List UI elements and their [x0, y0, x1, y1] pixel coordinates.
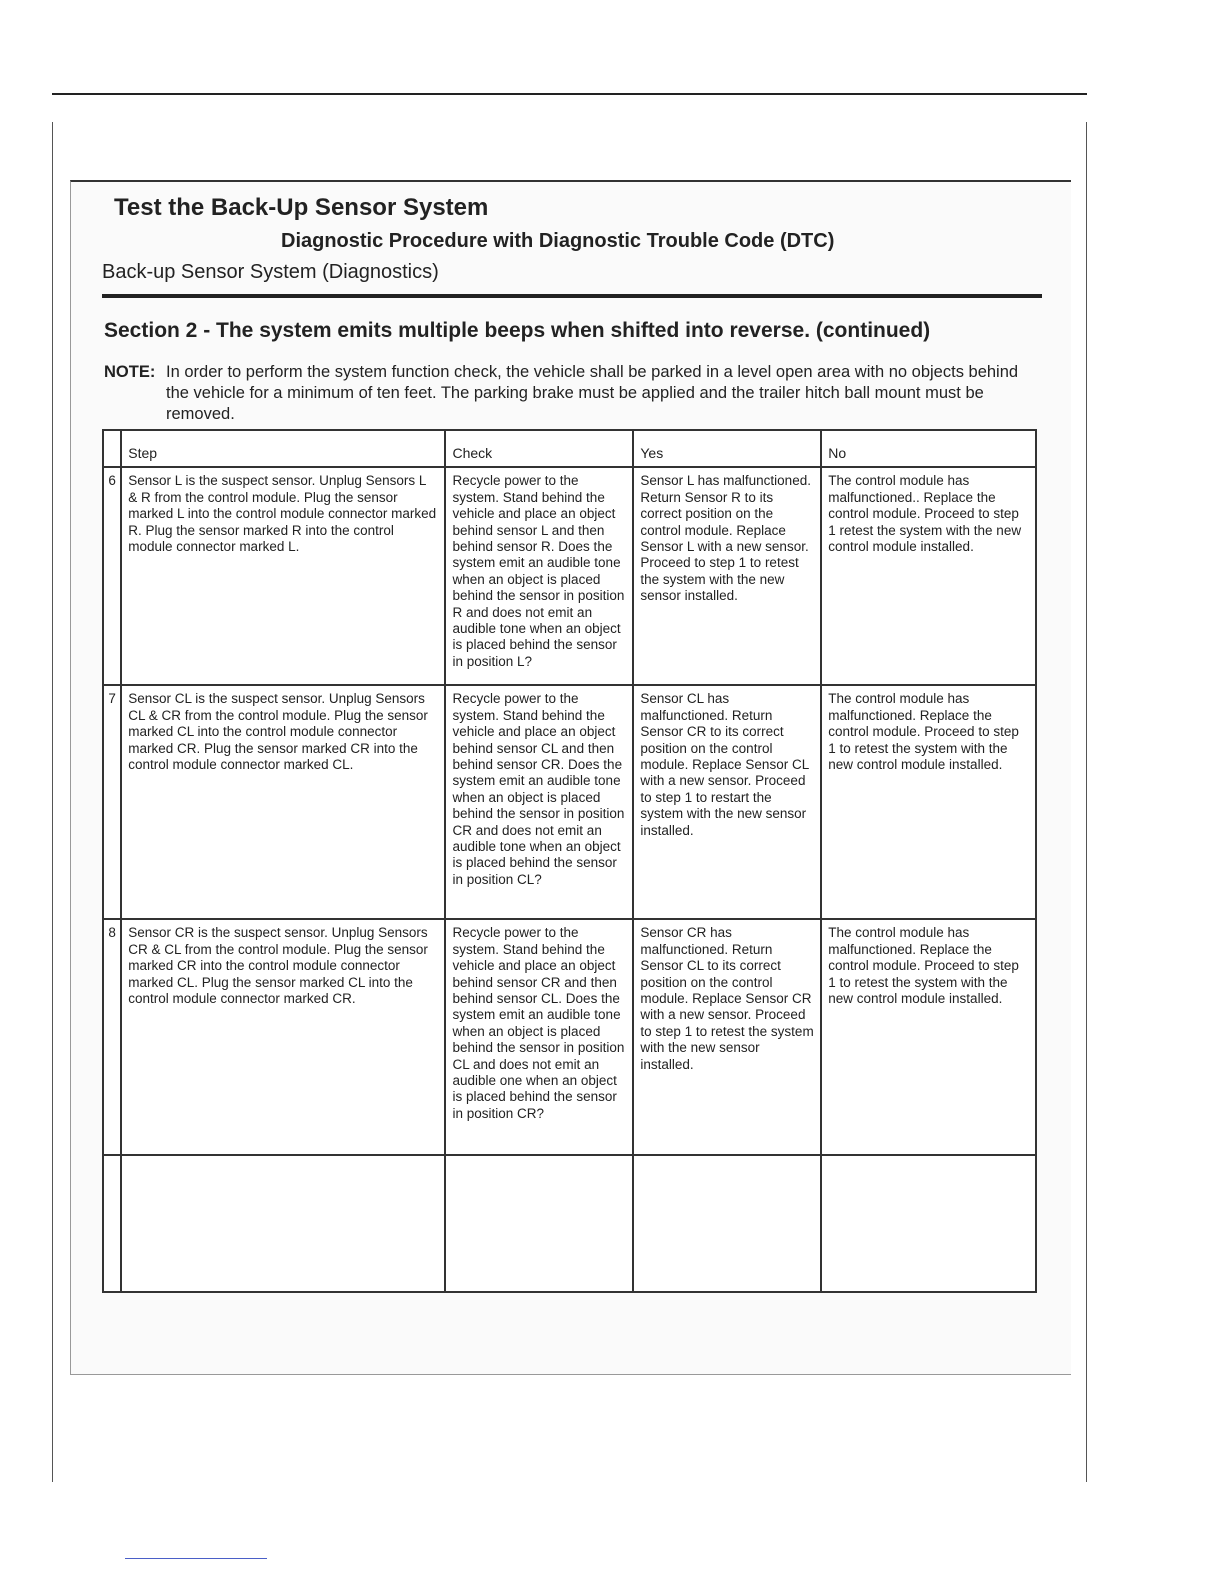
header-check: Check — [445, 430, 633, 467]
check-cell: Recycle power to the system. Stand behind the vehicle and place an object behind sensor CR and then behind sensor CL. Does the system emit an audible tone when an object is placed behind the sensor in position CL and does not emit an audible one when an object is placed behind the sensor in position CR? — [445, 919, 633, 1155]
top-rule — [52, 93, 1087, 95]
check-cell: Recycle power to the system. Stand behind the vehicle and place an object behind sensor L and then behind sensor R. Does the system emit an audible tone when an object is placed behind the sensor in position R and does not emit an audible tone when an object is placed behind the sensor in position L? — [445, 467, 633, 685]
step-cell: Sensor L is the suspect sensor. Unplug Sensors L & R from the control module. Plug the sensor marked L into the control module connector marked R. Plug the sensor marked R into the control module connector marked L. — [121, 467, 445, 685]
header-step: Step — [121, 430, 445, 467]
yes-cell: Sensor L has malfunctioned. Return Sensor R to its correct position on the control module. Replace Sensor L with a new sensor. Proceed to step 1 to retest the system with the new sensor installed. — [633, 467, 821, 685]
yes-cell: Sensor CL has malfunctioned. Return Sensor CR to its correct position on the control module. Replace Sensor CL with a new sensor. Proceed to step 1 to restart the system with the new sensor installed. — [633, 685, 821, 919]
note-label: NOTE: — [104, 363, 156, 381]
step-cell: Sensor CL is the suspect sensor. Unplug Sensors CL & CR from the control module. Plug the sensor marked CL into the control module connector marked CR. Plug the sensor marked CR into the control module connector marked CL. — [121, 685, 445, 919]
footer-link-underline — [125, 1558, 267, 1559]
no-cell: The control module has malfunctioned. Replace the control module. Proceed to step 1 to retest the system with the new control module installed. — [821, 685, 1036, 919]
page-title: Test the Back-Up Sensor System — [114, 194, 489, 221]
no-cell: The control module has malfunctioned. Replace the control module. Proceed to step 1 to retest the system with the new control module installed. — [821, 919, 1036, 1155]
table-row — [103, 467, 1036, 685]
note-text: In order to perform the system function check, the vehicle shall be parked in a level open area with no objects behind the vehicle for a minimum of ten feet. The parking brake must be applied and the trailer hitch ball mount must be removed. — [166, 363, 1019, 423]
table-row — [103, 685, 1036, 919]
page-subtitle: Diagnostic Procedure with Diagnostic Trouble Code (DTC) — [281, 230, 835, 252]
note-block — [104, 362, 1034, 425]
diagnostic-table — [102, 429, 1037, 1293]
step-number: 6 — [103, 467, 121, 685]
step-number: 8 — [103, 919, 121, 1155]
no-cell: The control module has malfunctioned.. Replace the control module. Proceed to step 1 retest the system with the new control module installed. — [821, 467, 1036, 685]
check-cell: Recycle power to the system. Stand behind the vehicle and place an object behind sensor CL and then behind sensor CR. Does the system emit an audible tone when an object is placed behind the sensor in position CR and does not emit an audible tone when an object is placed behind the sensor in position CL? — [445, 685, 633, 919]
empty-cell — [103, 1155, 121, 1292]
yes-cell: Sensor CR has malfunctioned. Return Sensor CL to its correct position on the control module. Replace Sensor CR with a new sensor. Proceed to step 1 to retest the system with the new sensor installed. — [633, 919, 821, 1155]
section-heading: Section 2 - The system emits multiple beeps when shifted into reverse. (continued) — [104, 319, 931, 342]
step-cell: Sensor CR is the suspect sensor. Unplug Sensors CR & CL from the control module. Plug the sensor marked CR into the control module connector marked CL. Plug the sensor marked CL into the control module connector marked CR. — [121, 919, 445, 1155]
header-yes: Yes — [633, 430, 821, 467]
table-row-empty — [103, 1155, 1036, 1292]
table-row — [103, 919, 1036, 1155]
right-margin-rule — [1086, 122, 1087, 1482]
empty-cell — [121, 1155, 445, 1292]
page-category: Back-up Sensor System (Diagnostics) — [102, 261, 439, 283]
header-no: No — [821, 430, 1036, 467]
header-num — [103, 430, 121, 467]
header-divider — [102, 294, 1042, 298]
left-margin-rule — [52, 122, 53, 1482]
empty-cell — [445, 1155, 633, 1292]
table-header-row — [103, 430, 1036, 467]
step-number: 7 — [103, 685, 121, 919]
empty-cell — [633, 1155, 821, 1292]
empty-cell — [821, 1155, 1036, 1292]
